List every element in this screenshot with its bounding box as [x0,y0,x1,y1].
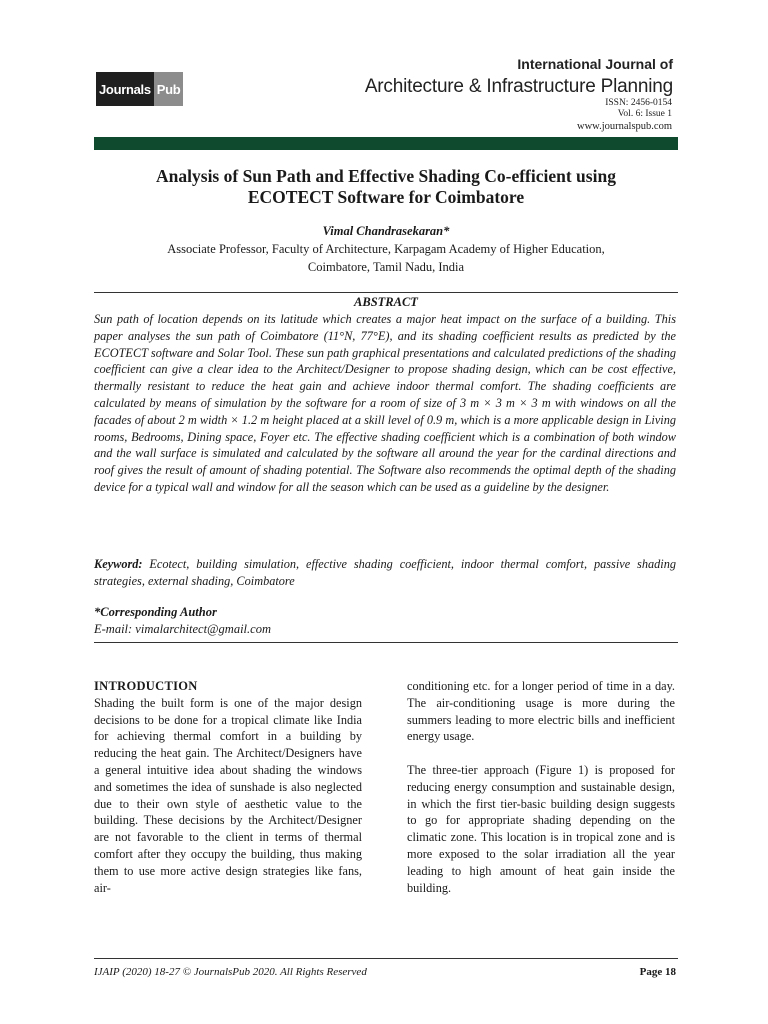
footer-citation: IJAIP (2020) 18-27 © JournalsPub 2020. All Rights Reserved [94,966,367,978]
keywords [94,556,676,590]
journal-name-line2: Architecture & Infrastructure Planning [364,76,673,97]
right-column [407,678,675,896]
page-number: Page 18 [639,966,676,978]
affiliation-line-1: Associate Professor, Faculty of Architecture, Karpagam Academy of Higher Education, [167,242,605,256]
journal-website[interactable]: www.journalspub.com [577,121,672,132]
author-affiliation [96,240,676,276]
paragraph-spacer [407,745,675,762]
author-name: Vimal Chandrasekaran* [322,224,450,238]
abstract-top-rule [94,292,678,293]
journal-volume: Vol. 6: Issue 1 [617,109,672,119]
abstract-heading: ABSTRACT [354,295,418,309]
keywords-text: Ecotect, building simulation, effective shading coefficient, indoor thermal comfort, passive shading strategies, external shading, Coimbatore [94,557,676,588]
intro-paragraph-2: conditioning etc. for a longer period of time in a day. The air-conditioning usage is more during the summers leading to more electric bills and inefficient energy usage. [407,679,675,744]
abstract-body: Sun path of location depends on its latitude which creates a major heat impact on the surface of a building. This paper analyses the sun path of Coimbatore (11°N, 77°E), and its shading coefficient results as predicted by the ECOTECT software and Solar Tool. These sun path graphical presentations and calculated predictions of the shading coefficient can give a clear idea to the Architect/Designer to propose shading design, which can be cost effective, thermally resistant to reduce the heat gain and achieve indoor thermal comfort. The shading coefficients are calculated by means of simulation by the software for a room of size of 3 m × 3 m × 3 m with windows on all the facades of about 2 m width × 1.2 m height placed at a skill level of 0.9 m, which is a more applicable design in Living rooms, Bedrooms, Dining space, Foyer etc. The effective shading coefficient which is a combination of both window and the wall surface is simulated and calculated by the software all around the year for the cardinal directions and roof gives the result of amount of shading potential. The Software also recommends the optimal depth of the shading device for a typical wall and window for all the season which can be used as a guideline by the designer. [94,312,676,494]
intro-paragraph-1: Shading the built form is one of the major design decisions to be done for a tropical climate like India for achieving thermal comfort in a building by reducing the heat gain. The Architect/Designers have a general intuitive idea about shading the windows and sometimes the idea of sunshade is also neglected due to their own style of aesthetic value to the building. These decisions by the Architect/Designer are not favorable to the client in terms of thermal comfort after they occupy the building, thus making them to use more active design strategies like fans, air- [94,695,362,895]
journal-issn: ISSN: 2456-0154 [605,98,672,108]
intro-paragraph-3: The three-tier approach (Figure 1) is proposed for reducing energy consumption and sustainable design, in which the first tier-basic building design suggests to go for appropriate shading depending on the climatic zone. This location is in tropical zone and is more exposed to the solar irradiation all the year leading to high amount of heat gain inside the building. [407,762,675,895]
left-column [94,678,362,896]
corresponding-email[interactable]: E-mail: vimalarchitect@gmail.com [94,622,271,636]
logo-journals-text: Journals [96,72,154,106]
journal-name-line1: International Journal of [517,56,673,72]
title-line-1: Analysis of Sun Path and Effective Shading Co-efficient using [156,166,616,186]
corresponding-author-label: *Corresponding Author [94,605,217,619]
abstract-bottom-rule [94,642,678,643]
header-bar [94,137,678,150]
introduction-heading: INTRODUCTION [94,679,198,693]
footer-rule [94,958,678,959]
keywords-label: Keyword: [94,557,143,571]
publisher-logo [96,72,187,106]
logo-pub-text: Pub [154,72,184,106]
paper-title [96,166,676,208]
affiliation-line-2: Coimbatore, Tamil Nadu, India [307,260,465,274]
title-line-2: ECOTECT Software for Coimbatore [247,187,525,207]
